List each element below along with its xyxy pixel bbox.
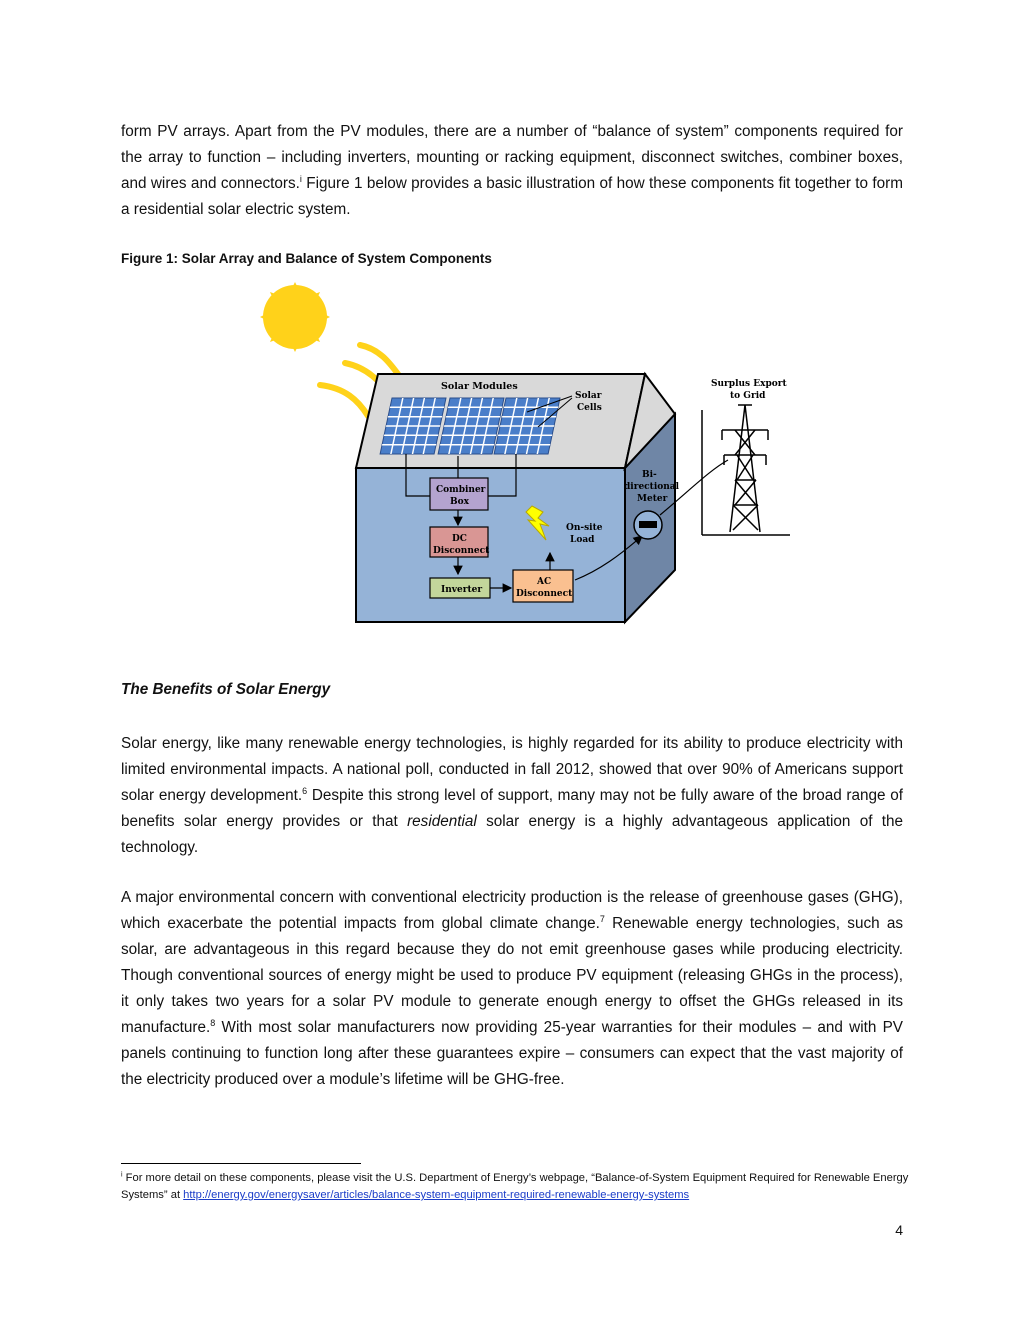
combiner-label: Combiner bbox=[436, 485, 486, 495]
onsite-load-label: On-site bbox=[566, 523, 603, 533]
meter-label: directional bbox=[624, 482, 680, 492]
paragraph-text: Solar energy, like many renewable energy technologies, is highly regarded for its ability to produce electricity with limited environmental impacts. A national poll, conducted in fall 2012, showed that over 90% of Americans support solar energy development. bbox=[121, 735, 903, 804]
footnote-link[interactable]: http://energy.gov/energysaver/articles/balance-system-equipment-required-renewable-energy-systems bbox=[183, 1189, 690, 1201]
solar-panel bbox=[438, 398, 504, 454]
surplus-export-label: to Grid bbox=[730, 391, 766, 401]
onsite-load-label: Load bbox=[570, 535, 595, 545]
dc-disconnect-label: Disconnect bbox=[433, 546, 490, 556]
footnote bbox=[121, 1170, 911, 1204]
paragraph-text: A major environmental concern with conventional electricity production is the release of greenhouse gases (GHG), which exacerbate the potential impacts from global climate change. bbox=[121, 889, 903, 932]
paragraph-text: Despite this strong level of support, many may not be fully aware of the broad range of benefits solar energy provides or that bbox=[121, 787, 903, 830]
footnote-reference[interactable]: i bbox=[299, 173, 302, 184]
inverter-label: Inverter bbox=[441, 585, 483, 595]
body-paragraph-3 bbox=[121, 885, 903, 1093]
ac-disconnect-label: Disconnect bbox=[516, 589, 573, 599]
combiner-label: Box bbox=[450, 497, 469, 507]
label-solar-cells-1: Solar bbox=[575, 391, 602, 401]
house-front bbox=[356, 468, 625, 622]
paragraph-text: form PV arrays. Apart from the PV modules, there are a number of “balance of system” components required for the array to function – including inverters, mounting or racking equipment, disconnect switches, combiner boxes, and wires and connectors. bbox=[121, 123, 903, 192]
sun-icon bbox=[260, 282, 330, 352]
solar-panels bbox=[380, 398, 560, 454]
endnote-reference[interactable]: 7 bbox=[599, 913, 605, 924]
solar-panel bbox=[380, 398, 446, 454]
paragraph-text: With most solar manufacturers now providing 25-year warranties for their modules – and with PV panels continuing to function long after these guarantees expire – consumers can expect that the vast majority of the electricity produced over a module’s lifetime will be GHG-free. bbox=[121, 1019, 903, 1088]
paragraph-text: Figure 1 below provides a basic illustration of how these components fit together to form a residential solar electric system. bbox=[121, 175, 903, 218]
body-paragraph-2 bbox=[121, 731, 903, 861]
surplus-export-label: Surplus Export bbox=[711, 379, 787, 389]
label-solar-modules: Solar Modules bbox=[441, 381, 518, 392]
label-solar-cells-2: Cells bbox=[577, 403, 602, 413]
page-number: 4 bbox=[895, 1222, 903, 1238]
paragraph-text: solar energy is a highly advantageous application of the technology. bbox=[121, 813, 903, 856]
transmission-tower-icon bbox=[702, 405, 790, 535]
body-paragraph-1 bbox=[121, 119, 903, 223]
footnote-separator bbox=[121, 1163, 361, 1164]
endnote-reference[interactable]: 8 bbox=[210, 1017, 216, 1028]
meter-label: Meter bbox=[637, 494, 668, 504]
section-heading: The Benefits of Solar Energy bbox=[121, 681, 331, 698]
footnote-marker: i bbox=[121, 1171, 123, 1179]
endnote-reference[interactable]: 6 bbox=[302, 785, 308, 796]
meter-label: Bi- bbox=[642, 470, 657, 480]
solar-panel bbox=[494, 398, 560, 454]
figure-caption: Figure 1: Solar Array and Balance of System Components bbox=[121, 251, 492, 266]
meter-icon bbox=[634, 511, 662, 539]
dc-disconnect-label: DC bbox=[452, 534, 467, 544]
footnote-text: For more detail on these components, please visit the U.S. Department of Energy’s webpage, “Balance-of-System Equipment Required for Renewable Energy Systems” at bbox=[121, 1172, 909, 1201]
paragraph-text: Renewable energy technologies, such as solar, are advantageous in this regard because they do not emit greenhouse gases while producing electricity. Though conventional sources of energy might be used to produce PV equipment (releasing GHGs in the process), it only takes two years for a solar PV module to generate enough energy to offset the GHGs released in its manufacture. bbox=[121, 915, 904, 1036]
ac-disconnect-label: AC bbox=[537, 577, 552, 587]
solar-system-diagram bbox=[225, 280, 795, 630]
emphasis-text: residential bbox=[407, 813, 477, 830]
